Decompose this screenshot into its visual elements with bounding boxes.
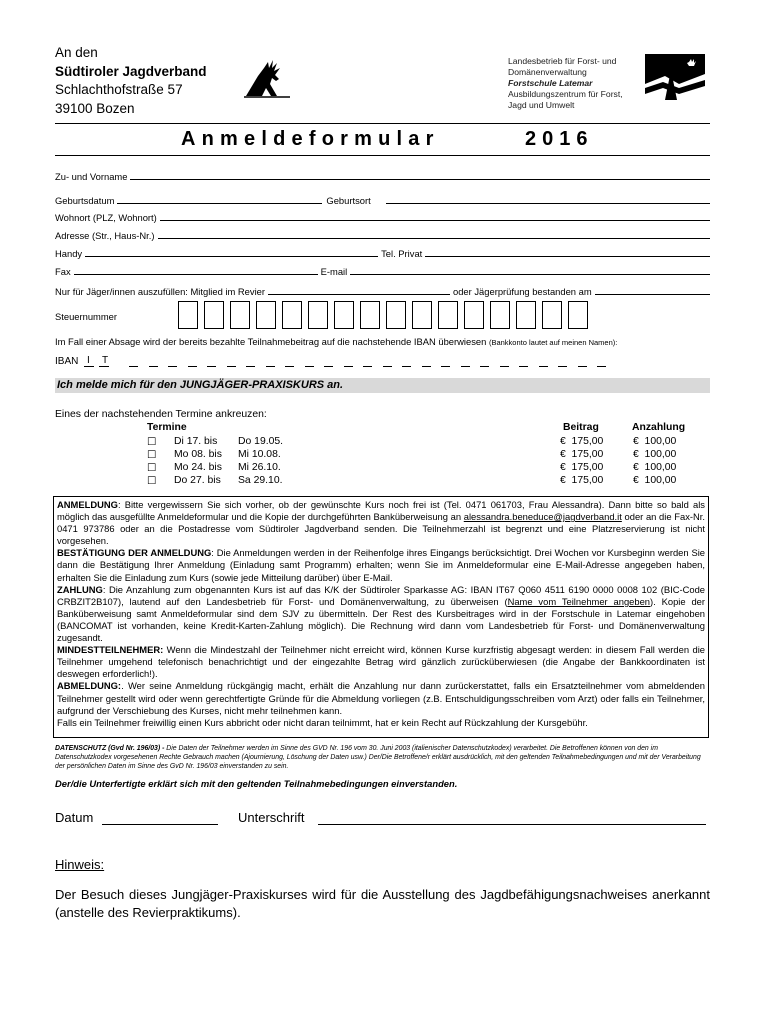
name-row — [55, 168, 710, 182]
refund-sentence: Im Fall einer Absage wird der bereits bezahlte Teilnahmebeitrag auf die nachstehende IBAN überwiesen — [55, 336, 487, 347]
signature-field[interactable] — [318, 824, 706, 825]
tax-box[interactable] — [568, 301, 588, 329]
iban-digit-field[interactable] — [500, 366, 509, 367]
email-field[interactable] — [350, 265, 710, 275]
schedule-intro: Eines der nachstehenden Termine ankreuzen: — [55, 409, 267, 420]
address-line-2: Südtiroler Jagdverband — [55, 63, 207, 79]
iban-digit-field[interactable] — [480, 366, 489, 367]
iban-label: IBAN — [55, 356, 79, 367]
street-row — [55, 227, 710, 241]
birth-row — [55, 192, 710, 206]
schedule-from: Mo 08. bis — [174, 449, 222, 460]
form-title-year: 2016 — [525, 128, 594, 150]
tax-box[interactable] — [490, 301, 510, 329]
hunter-exam-label: oder Jägerprüfung bestanden am — [453, 286, 592, 297]
refund-note: (Bankkonto lautet auf meinen Namen): — [488, 338, 618, 347]
street-label: Adresse (Str., Haus-Nr.) — [55, 230, 155, 241]
phone-field[interactable] — [425, 247, 710, 257]
date-label: Datum — [55, 810, 94, 825]
phone-label: Tel. Privat — [381, 248, 423, 259]
office-line-4: Ausbildungszentrum für Forst, — [508, 89, 623, 99]
tax-box[interactable] — [256, 301, 276, 329]
tax-box[interactable] — [438, 301, 458, 329]
fax-row — [55, 263, 710, 277]
schedule-deposit: € 100,00 — [633, 462, 677, 473]
iban-digit-field[interactable] — [129, 366, 138, 367]
hunter-row — [55, 283, 710, 297]
title-rule-top — [55, 123, 710, 124]
fax-label: Fax — [55, 266, 71, 277]
mobile-label: Handy — [55, 248, 83, 259]
iban-digit-field[interactable] — [461, 366, 470, 367]
email-label: E-mail — [320, 266, 348, 277]
iban-digit-field[interactable] — [578, 366, 587, 367]
date-checkbox[interactable]: ☐ — [147, 475, 157, 487]
residence-label: Wohnort (PLZ, Wohnort) — [55, 212, 157, 223]
schedule-header-deposit: Anzahlung — [632, 422, 686, 433]
schedule-from: Di 17. bis — [174, 436, 218, 447]
registration-email-link[interactable]: alessandra.beneduce@jagdverband.it — [463, 511, 622, 523]
schedule-deposit: € 100,00 — [633, 449, 677, 460]
iban-digit-field[interactable] — [227, 366, 236, 367]
iban-digit-field[interactable] — [363, 366, 372, 367]
date-checkbox[interactable]: ☐ — [147, 436, 157, 448]
schedule-to: Mi 26.10. — [238, 462, 281, 473]
birthdate-field[interactable] — [117, 194, 322, 204]
hint-title: Hinweis: — [55, 857, 105, 872]
phone-row — [55, 245, 710, 259]
iban-digit-field[interactable] — [519, 366, 528, 367]
iban-digit-field[interactable] — [305, 366, 314, 367]
iban-digit-field[interactable] — [266, 366, 275, 367]
form-title-word: Anmeldeformular — [181, 128, 440, 150]
schedule-from: Mo 24. bis — [174, 462, 222, 473]
iban-digit-field[interactable] — [597, 366, 606, 367]
iban-digit-field[interactable] — [422, 366, 431, 367]
recipient-address — [55, 44, 207, 118]
address-line-1: An den — [55, 45, 98, 60]
name-field[interactable] — [130, 170, 710, 180]
schedule-to: Do 19.05. — [238, 436, 284, 447]
form-title — [55, 128, 710, 152]
iban-digit-field[interactable] — [188, 366, 197, 367]
tax-box[interactable] — [464, 301, 484, 329]
iban-row — [55, 356, 78, 367]
birthplace-label: Geburtsort — [326, 195, 371, 206]
iban-digit-field[interactable] — [441, 366, 450, 367]
tax-box[interactable] — [412, 301, 432, 329]
iban-digit-line — [99, 366, 109, 367]
date-field[interactable] — [102, 824, 218, 825]
date-checkbox[interactable]: ☐ — [147, 462, 157, 474]
tax-box[interactable] — [282, 301, 302, 329]
birthplace-field[interactable] — [386, 194, 710, 204]
forest-school-logo-icon — [645, 54, 705, 106]
signature-label: Unterschrift — [238, 810, 305, 825]
terms-no-refund: Falls ein Teilnehmer freiwillig einen Kurs abbricht oder nicht daran teilnimmt, hat er kein Recht auf Rückzahlung der Kursgebühr. — [57, 716, 588, 728]
iban-digit-field[interactable] — [324, 366, 333, 367]
schedule-to: Sa 29.10. — [238, 475, 283, 486]
office-line-5: Jagd und Umwelt — [508, 100, 575, 110]
schedule-from: Do 27. bis — [174, 475, 221, 486]
schedule-fee: € 175,00 — [560, 475, 604, 486]
schedule-header-dates: Termine — [147, 422, 187, 433]
iban-digit-field[interactable] — [402, 366, 411, 367]
iban-country-i: I — [87, 355, 90, 366]
iban-digit-field[interactable] — [207, 366, 216, 367]
schedule-fee: € 175,00 — [560, 436, 604, 447]
schedule-to: Mi 10.08. — [238, 449, 281, 460]
tax-box[interactable] — [516, 301, 536, 329]
tax-box[interactable] — [308, 301, 328, 329]
tax-box[interactable] — [204, 301, 224, 329]
hunter-district-field[interactable] — [268, 285, 450, 295]
terms-box — [53, 496, 709, 738]
hunter-exam-field[interactable] — [595, 285, 710, 295]
terms-payment: ZAHLUNG: Die Anzahlung zum obgenannten Kurs ist auf das K/K der Südtiroler Sparkasse AG: IBAN IT67 Q060 4511 6190 0000 0008 102 (BIC-Code CRBZIT2B107), lautend auf den Landesbetrieb für Forst- und Domänenverwaltung, zu überweisen (Name vom Teilnehmer angeben). Kopie der Banküberweisung samt Anmeldeformular sind dem SJV zu übermitteln. Der Rest des Kursbeitrages wird in der Forstschule in Latemar eingehoben (BANCOMAT ist vorhanden, keine Kredit-Karten-Zahlung möglich). Die Rechnung wird dann vom Landesbetrieb für Forst- und Domänenverwaltung zugesandt. — [57, 583, 705, 644]
title-rule-bottom — [55, 155, 710, 156]
schedule-deposit: € 100,00 — [633, 475, 677, 486]
schedule-fee: € 175,00 — [560, 449, 604, 460]
name-label: Zu- und Vorname — [55, 171, 128, 182]
residence-field[interactable] — [160, 211, 710, 221]
tax-label: Steuernummer — [55, 311, 118, 322]
address-line-3: Schlachthofstraße 57 — [55, 82, 183, 97]
schedule-fee: € 175,00 — [560, 462, 604, 473]
office-line-1: Landesbetrieb für Forst- und — [508, 56, 617, 66]
hunter-label: Nur für Jäger/innen auszufüllen: Mitglied im Revier — [55, 286, 265, 297]
iban-digit-field[interactable] — [558, 366, 567, 367]
address-line-4: 39100 Bozen — [55, 100, 135, 116]
birthdate-label: Geburtsdatum — [55, 195, 115, 206]
tax-box[interactable] — [334, 301, 354, 329]
tax-box[interactable] — [178, 301, 198, 329]
terms-registration: ANMELDUNG: Bitte vergewissern Sie sich vorher, ob der gewünschte Kurs noch frei ist (Tel. 0471 061703, Frau Alessandra). Dann bitte so bald als möglich das ausgefüllte Anmeldeformular und die Kopie der durchgeführten Banküberweisung an alessandra.beneduce@jagdverband.it oder an die Fax-Nr. 0471 973786 oder an die Postadresse vom Südtiroler Jagdverband senden. Die Teilnehmerzahl ist begrenzt und eine Platzreservierung ist nicht vorgesehen. — [57, 499, 705, 547]
office-line-2: Domänenverwaltung — [508, 67, 587, 77]
street-field[interactable] — [158, 229, 710, 239]
hint-text: Der Besuch dieses Jungjäger-Praxiskurses wird für die Ausstellung des Jagdbefähigungsnachweises anerkannt (anstelle des Revierpraktikums). — [55, 887, 710, 920]
tax-box[interactable] — [386, 301, 406, 329]
terms-min-participants: MINDESTTEILNEHMER: Wenn die Mindestzahl der Teilnehmer nicht erreicht wird, können Kurse kurzfristig abgesagt werden: in diesem Fall werden die Teilnehmer umgehend telefonisch benachrichtigt und der eingezahlte Betrag wird gänzlich zurücküberwiesen (die Angabe der Bankkoordinaten ist deswegen erforderlich!). — [57, 644, 705, 680]
privacy-notice: DATENSCHUTZ (Gvd Nr. 196/03) - Die Daten der Teilnehmer werden im Sinne des GVD Nr. 196 vom 30. Juni 2003 (italienischer Datenschutzkodex) verarbeitet. Die Betroffenen können von den im Datenschutzkodex vorgesehenen Rechte Gebrauch machen (Ajournierung, Löschung der Daten usw.) Der/Die Betroffene/r erklärt ausdrücklich, mit den geltenden Teilnahmebedingungen und mit der Verarbeitung der persönlichen Daten im Sinne des GvD Nr. 196/03 einverstanden zu sein. — [55, 745, 701, 771]
iban-digit-field[interactable] — [285, 366, 294, 367]
forestry-office-info — [508, 56, 638, 111]
iban-country-t: T — [102, 355, 109, 366]
iban-digit-field[interactable] — [149, 366, 158, 367]
office-school: Forstschule Latemar — [508, 78, 593, 88]
schedule-header-fee: Beitrag — [563, 422, 599, 433]
iban-digit-field[interactable] — [383, 366, 392, 367]
terms-cancellation: ABMELDUNG:. Wer seine Anmeldung rückgängig macht, erhält die Anzahlung nur dann zurückerstattet, falls ein Ersatzteilnehmer vom abmeldenden Teilnehmer gestellt wird oder wenn gerechtfertigte Gründe für die Abmeldung vorliegen (z.B. Entschuldigungsschreiben vom Arzt) oder falls ein Teilnehmer, aufgrund der Verschiebung des Kurses, nicht mehr teilnehmen kann. — [57, 680, 705, 716]
iban-digit-field[interactable] — [168, 366, 177, 367]
refund-text — [55, 336, 617, 347]
iban-digit-field[interactable] — [344, 366, 353, 367]
terms-confirmation: BESTÄTIGUNG DER ANMELDUNG: Die Anmeldungen werden in der Reihenfolge ihres Eingangs berücksichtigt. Drei Wochen vor Kursbeginn werden Sie dann die Bestätigung Ihrer Anmeldung (Einladung samt Programm) erhalten; wenn Sie im Anmeldeformular eine E-Mail-Adresse angegeben haben, erhalten Sie die Einladung zum Kurs (sowie jede Mitteilung darüber) über E-Mail. — [57, 547, 705, 583]
date-checkbox[interactable]: ☐ — [147, 449, 157, 461]
declaration: Der/die Unterfertigte erklärt sich mit den geltenden Teilnahmebedingungen einverstanden. — [55, 778, 458, 789]
tax-number-boxes — [178, 301, 608, 331]
fax-field[interactable] — [74, 265, 318, 275]
tax-box[interactable] — [542, 301, 562, 329]
iban-digit-field[interactable] — [246, 366, 255, 367]
deer-logo-icon — [244, 58, 290, 98]
registration-banner: Ich melde mich für den JUNGJÄGER-PRAXISKURS an. — [55, 378, 710, 393]
tax-box[interactable] — [360, 301, 380, 329]
residence-row — [55, 209, 710, 223]
iban-digit-line — [84, 366, 94, 367]
mobile-field[interactable] — [85, 247, 378, 257]
schedule-deposit: € 100,00 — [633, 436, 677, 447]
tax-box[interactable] — [230, 301, 250, 329]
iban-digit-field[interactable] — [539, 366, 548, 367]
